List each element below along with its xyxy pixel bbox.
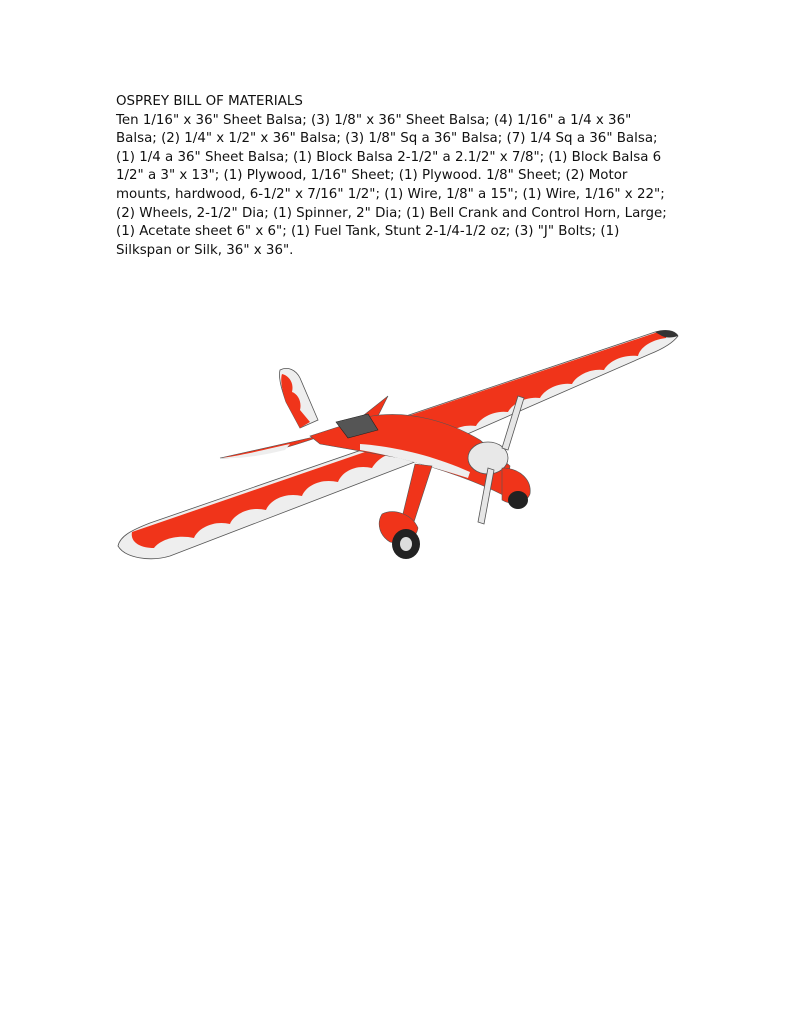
bill-of-materials bbox=[116, 93, 676, 260]
left-wing-red bbox=[132, 440, 410, 548]
model-airplane-photo bbox=[110, 318, 690, 578]
document-heading: OSPREY BILL OF MATERIALS bbox=[116, 94, 303, 109]
materials-list: Ten 1/16" x 36" Sheet Balsa; (3) 1/8" x 36" Sheet Balsa; (4) 1/16" a 1/4 x 36" Balsa; (2) 1/4" x 1/2" x 36" Balsa; (3) 1/8" Sq a 36" Balsa; (7) 1/4 Sq a 36" Balsa; (1) 1/4 a 36" Sheet Balsa; (1) Block Balsa 2-1/2" a 2.1/2" x 7/8"; (1) Block Balsa 6 1/2" a 3" x 13"; (1) Plywood, 1/16" Sheet; (1) Plywood. 1/8" Sheet; (2) Motor mounts, hardwood, 6-1/2" x 7/16" 1/2"; (1) Wire, 1/8" a 15"; (1) Wire, 1/16" x 22"; (2) Wheels, 2-1/2" Dia; (1) Spinner, 2" Dia; (1) Bell Crank and Control Horn, Large; (1) Acetate sheet 6" x 6"; (1) Fuel Tank, Stunt 2-1/4-1/2 oz; (3) "J" Bolts; (1) Silkspan or Silk, 36" x 36". bbox=[116, 112, 667, 258]
wheel-far bbox=[508, 491, 528, 509]
airplane-illustration bbox=[110, 318, 690, 578]
right-wing-red bbox=[402, 332, 666, 438]
wheel-hub bbox=[400, 537, 412, 551]
